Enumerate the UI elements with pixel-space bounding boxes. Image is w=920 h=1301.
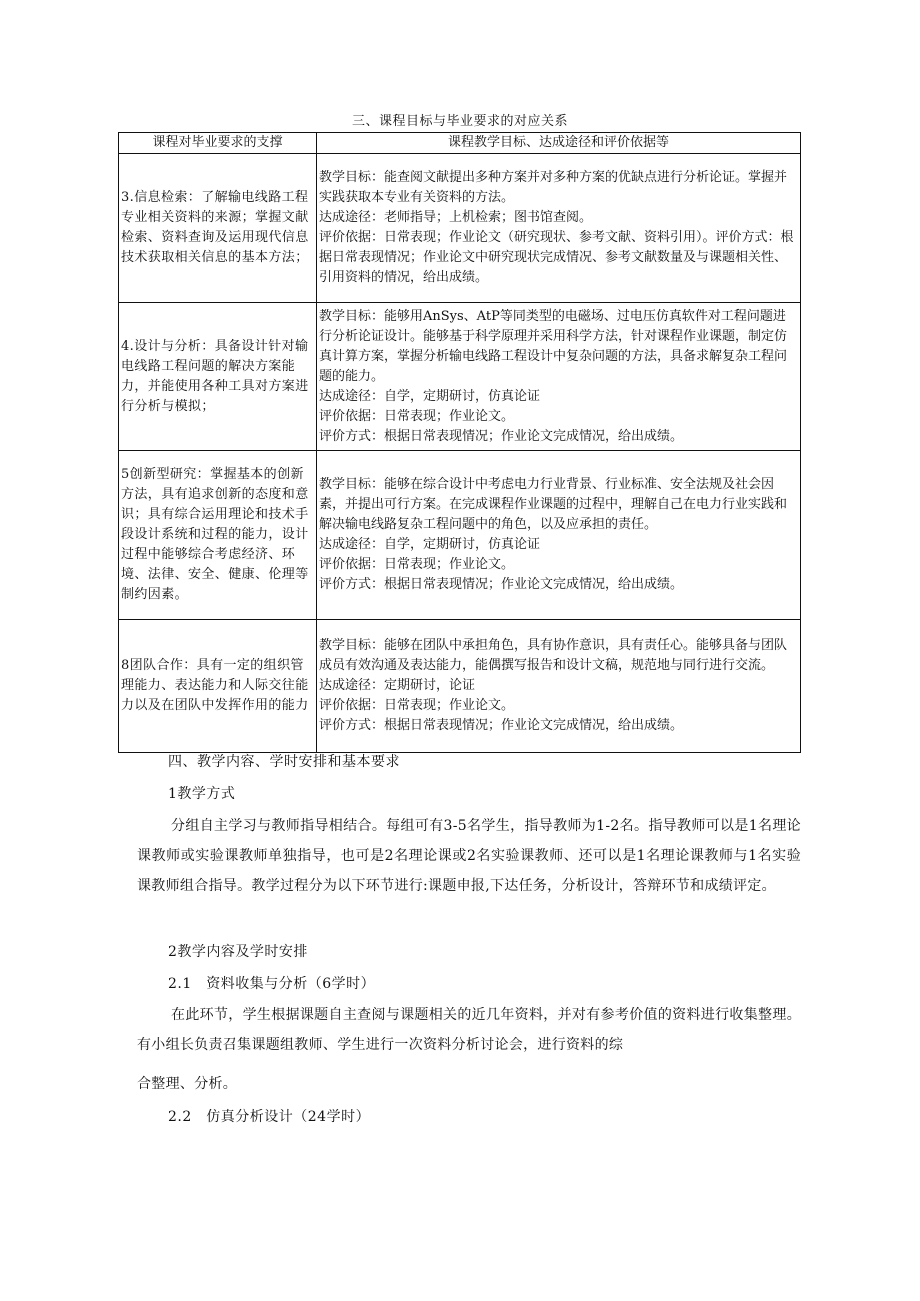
data-collection-paragraph-continued: 合整理、分析。 bbox=[137, 1076, 238, 1092]
achievement-path: 达成途径：老师指导；上机检索；图书馆查阅。 bbox=[319, 210, 593, 225]
evaluation-basis-and-method: 评价依据：日常表现；作业论文（研究现状、参考文献、资料引用）。评价方式：根据日常表现情况；作业论文中研究现状完成情况、参考文献数量及与课题相关性、引用资料的情况，给出成绩。 bbox=[319, 230, 794, 285]
achievement-path: 达成途径：自学，定期研讨，仿真论证 bbox=[319, 388, 541, 404]
header-objectives-details: 课程教学目标、达成途径和评价依据等 bbox=[317, 133, 801, 154]
table-row bbox=[119, 154, 801, 303]
teaching-objective: 教学目标：能够在综合设计中考虑电力行业背景、行业标准、安全法规及社会因素，并提出可行方案。在完成课程作业课题的过程中，理解自己在电力行业实践和解决输电线路复杂工程问题中的角色，以及应承担的责任。 bbox=[319, 477, 788, 532]
table-row bbox=[119, 451, 801, 620]
achievement-path: 达成途径：定期研讨，论证 bbox=[319, 678, 476, 693]
achievement-path: 达成途径：自学，定期研讨，仿真论证 bbox=[319, 537, 541, 552]
teaching-objective: 教学目标：能够用AnSys、AtP等同类型的电磁场、过电压仿真软件对工程问题进行分析论证设计。能够基于科学原理并采用科学方法，针对课程作业课题，制定仿真计算方案，掌握分析输电线路工程设计中复杂问题的方法，具备求解复杂工程问题的能力。 bbox=[319, 308, 788, 384]
details-cell bbox=[317, 154, 801, 303]
requirement-cell: 3.信息检索：了解输电线路工程专业相关资料的来源；掌握文献检索、资料查询及运用现代信息技术获取相关信息的基本方法； bbox=[119, 154, 317, 303]
evaluation-basis: 评价依据：日常表现；作业论文。 bbox=[319, 557, 515, 572]
requirement-cell: 5创新型研究：掌握基本的创新方法，具有追求创新的态度和意识；具有综合运用理论和技术手段设计系统和过程的能力，设计过程中能够综合考虑经济、环境、法律、安全、健康、伦理等制约因素。 bbox=[119, 451, 317, 620]
data-collection-paragraph: 在此环节，学生根据课题自主查阅与课题相关的近几年资料，并对有参考价值的资料进行收集整理。有小组长负责召集课题组教师、学生进行一次资料分析讨论会，进行资料的综 bbox=[137, 1007, 801, 1053]
section-3-title: 三、课程目标与毕业要求的对应关系 bbox=[351, 114, 568, 129]
details-cell bbox=[317, 451, 801, 620]
teaching-method-paragraph: 分组自主学习与教师指导相结合。每组可有3-5名学生，指导教师为1-2名。指导教师可以是1名理论课教师或实验课教师单独指导，也可是2名理论课或2名实验课教师、还可以是1名理论课教师与1名实验课教师组合指导。教学过程分为以下环节进行:课题申报,下达任务，分析设计，答辩环节和成绩评定。 bbox=[137, 818, 801, 894]
requirement-cell: 4.设计与分析：具备设计针对输电线路工程问题的解决方案能力，并能使用各种工具对方案进行分析与模拟； bbox=[119, 303, 317, 451]
item-simulation-design-title: 2.2 仿真分析设计（24学时） bbox=[168, 1109, 371, 1125]
teaching-objective: 教学目标：能够在团队中承担角色，具有协作意识，具有责任心。能够具备与团队成员有效沟通及表达能力，能偶撰写报告和设计文稿，规范地与同行进行交流。 bbox=[319, 638, 788, 673]
table-row bbox=[119, 303, 801, 451]
teaching-objective: 教学目标：能查阅文献提出多种方案并对多种方案的优缺点进行分析论证。掌握并实践获取本专业有关资料的方法。 bbox=[319, 170, 788, 205]
header-requirement-support: 课程对毕业要求的支撑 bbox=[119, 133, 317, 154]
evaluation-basis: 评价依据：日常表现；作业论文。 bbox=[319, 698, 515, 713]
evaluation-method: 评价方式：根据日常表现情况；作业论文完成情况，给出成绩。 bbox=[319, 428, 684, 444]
subsection-content-schedule-title: 2教学内容及学时安排 bbox=[168, 944, 308, 960]
section-4-title: 四、教学内容、学时安排和基本要求 bbox=[168, 754, 400, 770]
item-data-collection-title: 2.1 资料收集与分析（6学时） bbox=[168, 976, 376, 992]
table-header-row bbox=[119, 133, 801, 154]
evaluation-method: 评价方式：根据日常表现情况；作业论文完成情况，给出成绩。 bbox=[319, 577, 684, 592]
details-cell bbox=[317, 620, 801, 753]
subsection-teaching-method-title: 1教学方式 bbox=[168, 786, 236, 802]
objectives-mapping-table bbox=[118, 132, 801, 753]
table-row bbox=[119, 620, 801, 753]
details-cell bbox=[317, 303, 801, 451]
requirement-cell: 8团队合作：具有一定的组织管理能力、表达能力和人际交往能力以及在团队中发挥作用的能力 bbox=[119, 620, 317, 753]
evaluation-method: 评价方式：根据日常表现情况；作业论文完成情况，给出成绩。 bbox=[319, 718, 684, 733]
evaluation-basis: 评价依据：日常表现；作业论文。 bbox=[319, 408, 515, 424]
